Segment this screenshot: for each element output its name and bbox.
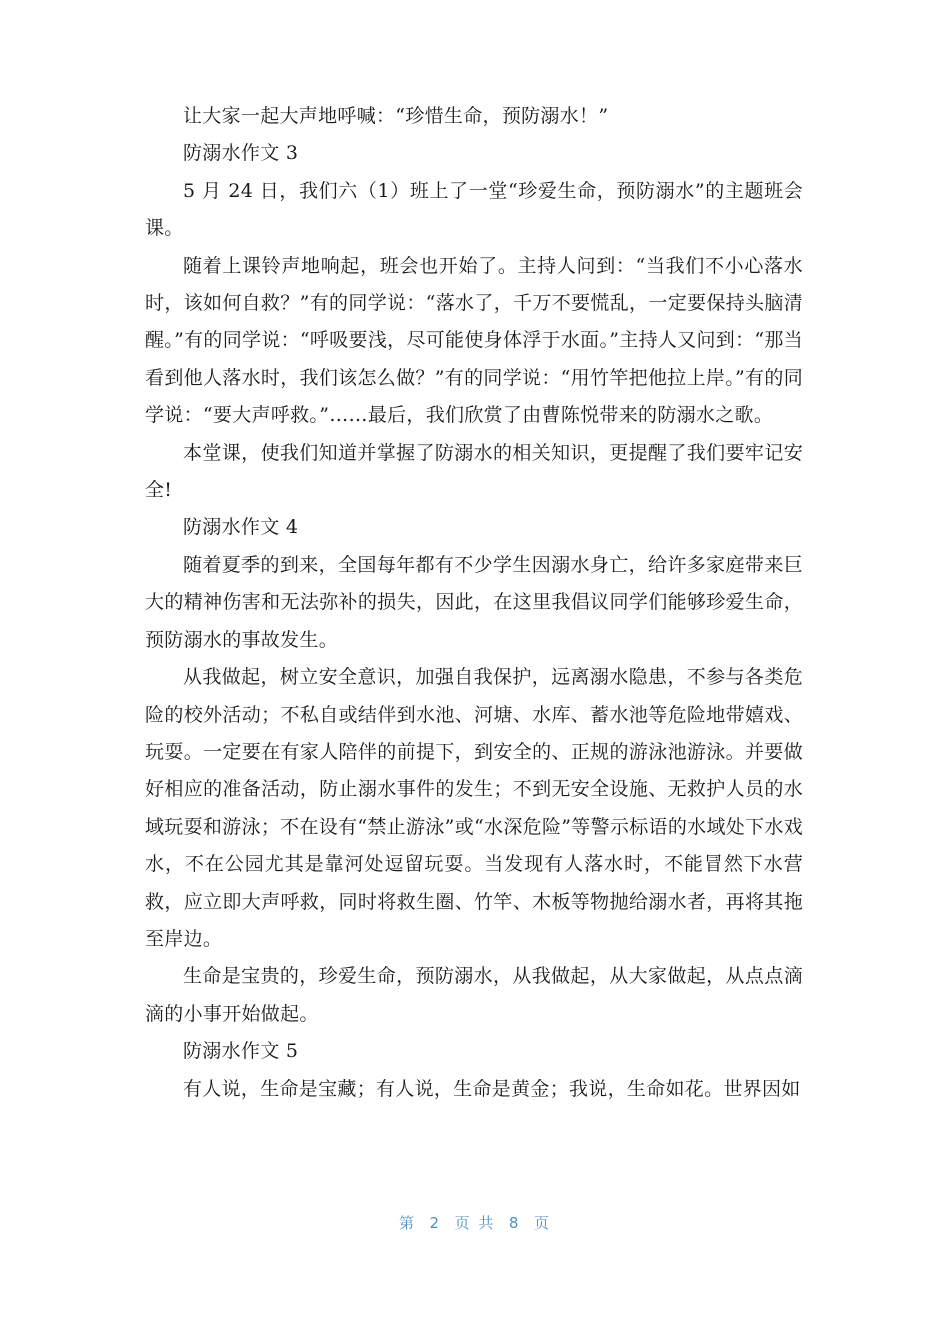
page-footer: 第 2 页 共 8 页 [399, 1214, 551, 1232]
section-heading: 防溺水作文 5 [183, 1040, 299, 1063]
paragraph: 随着上课铃声地响起，班会也开始了。主持人问到：“当我们不小心落水时，该如何自救？”有的同学说：“落水了，千万不要慌乱，一定要保持头脑清醒。”有的同学说：“呼吸要浅，尽可能使身体浮于水面。”主持人又问到：“那当看到他人落水时，我们该怎么做？”有的同学说：“用竹竿把他拉上岸。”有的同学说：“要大声呼救。”……最后，我们欣赏了由曹陈悦带来的防溺水之歌。 [145, 254, 803, 427]
paragraph: 有人说，生命是宝藏；有人说，生命是黄金；我说，生命如花。世界因如 [183, 1077, 801, 1100]
section-heading: 防溺水作文 3 [183, 142, 299, 165]
paragraph: 随着夏季的到来，全国每年都有不少学生因溺水身亡，给许多家庭带来巨大的精神伤害和无法弥补的损失，因此，在这里我倡议同学们能够珍爱生命，预防溺水的事故发生。 [145, 553, 803, 651]
paragraph: 从我做起，树立安全意识，加强自我保护，远离溺水隐患，不参与各类危险的校外活动；不私自或结伴到水池、河塘、水库、蓄水池等危险地带嬉戏、玩耍。一定要在有家人陪伴的前提下，到安全的、正规的游泳池游泳。并要做好相应的准备活动，防止溺水事件的发生；不到无安全设施、无救护人员的水域玩耍和游泳；不在设有“禁止游泳”或“水深危险”等警示标语的水域处下水戏水，不在公园尤其是靠河处逗留玩耍。当发现有人落水时，不能冒然下水营救，应立即大声呼救，同时将救生圈、竹竿、木板等物抛给溺水者，再将其拖至岸边。 [145, 666, 803, 950]
section-heading: 防溺水作文 4 [183, 516, 299, 539]
paragraph: 生命是宝贵的，珍爱生命，预防溺水，从我做起，从大家做起，从点点滴滴的小事开始做起。 [145, 965, 803, 1025]
paragraph: 让大家一起大声地呼喊：“珍惜生命，预防溺水！” [183, 105, 609, 127]
document-body [145, 98, 803, 1108]
paragraph: 5 月 24 日，我们六（1）班上了一堂“珍爱生命，预防溺水”的主题班会课。 [145, 179, 803, 240]
paragraph: 本堂课，使我们知道并掌握了防溺水的相关知识，更提醒了我们要牢记安全! [145, 441, 803, 502]
